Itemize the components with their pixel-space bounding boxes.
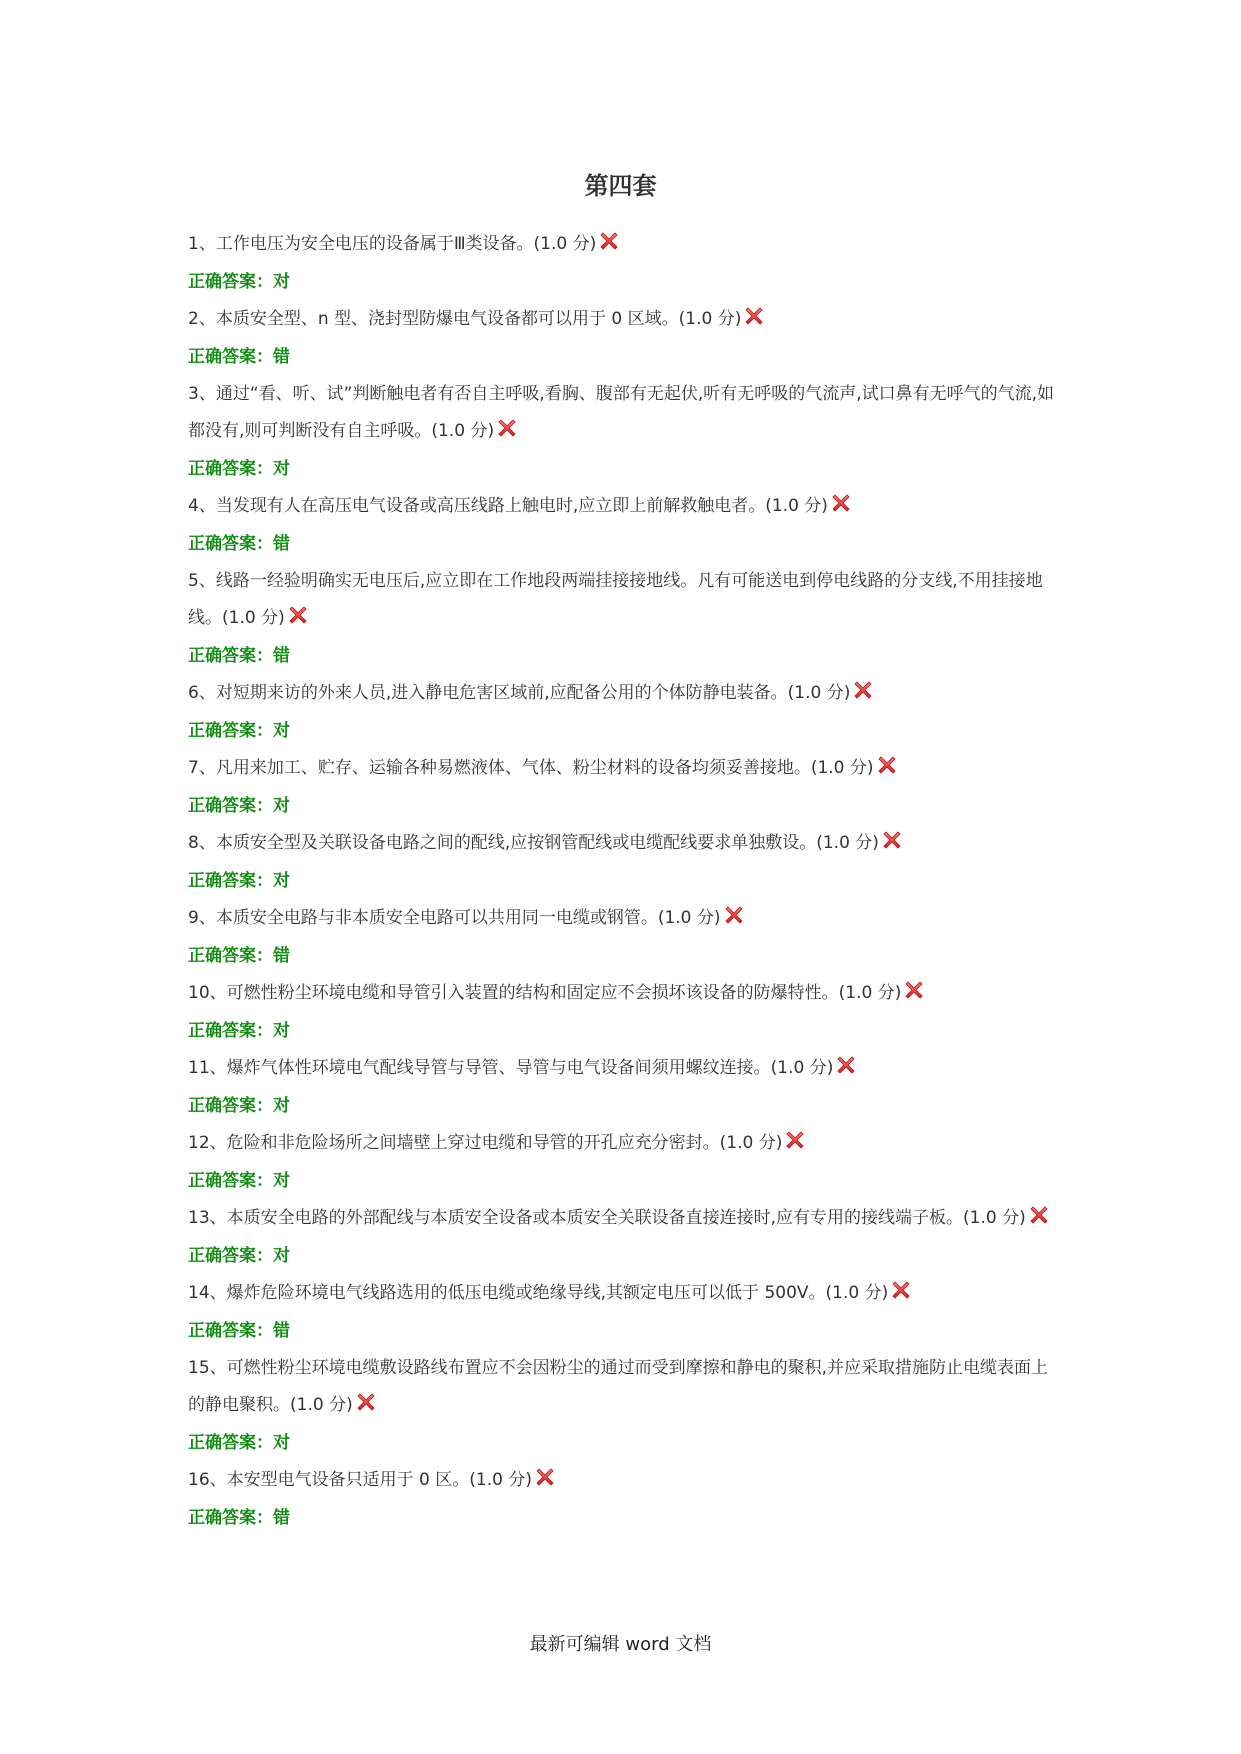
page-title: 第四套 [584, 172, 657, 200]
correct-answer: 正确答案：对 [188, 796, 290, 816]
correct-answer: 正确答案：对 [188, 1246, 290, 1266]
wrong-mark-icon [831, 490, 851, 510]
question-text: 5、线路一经验明确实无电压后,应立即在工作地段两端挂接接地线。凡有可能送电到停电线路的分支线,不用挂接地线。(1.0 分) [188, 571, 1043, 628]
wrong-mark-icon [853, 677, 873, 697]
question-text: 4、当发现有人在高压电气设备或高压线路上触电时,应立即上前解救触电者。(1.0 分) [188, 496, 828, 516]
question-text: 1、工作电压为安全电压的设备属于Ⅲ类设备。(1.0 分) [188, 234, 597, 254]
question-text: 12、危险和非危险场所之间墙壁上穿过电缆和导管的开孔应充分密封。(1.0 分) [188, 1133, 783, 1153]
question-text: 13、本质安全电路的外部配线与本质安全设备或本质安全关联设备直接连接时,应有专用的接线端子板。(1.0 分) [188, 1208, 1026, 1228]
correct-answer: 正确答案：错 [188, 347, 290, 367]
wrong-mark-icon [904, 977, 924, 997]
correct-answer: 正确答案：错 [188, 1508, 290, 1528]
wrong-mark-icon [599, 228, 619, 248]
wrong-mark-icon [356, 1389, 376, 1409]
question-item [188, 975, 1056, 1012]
wrong-mark-icon [724, 902, 744, 922]
correct-answer: 正确答案：错 [188, 646, 290, 666]
question-item [188, 301, 1056, 338]
correct-answer: 正确答案：对 [188, 1096, 290, 1116]
correct-answer: 正确答案：对 [188, 721, 290, 741]
question-item [188, 1350, 1056, 1424]
question-item [188, 1125, 1056, 1162]
correct-answer: 正确答案：对 [188, 1021, 290, 1041]
question-text: 6、对短期来访的外来人员,进入静电危害区域前,应配备公用的个体防静电装备。(1.0 分) [188, 683, 851, 703]
question-item [188, 825, 1056, 862]
question-item [188, 563, 1056, 637]
wrong-mark-icon [891, 1277, 911, 1297]
correct-answer: 正确答案：对 [188, 1171, 290, 1191]
question-item [188, 1462, 1056, 1499]
correct-answer: 正确答案：对 [188, 871, 290, 891]
question-text: 8、本质安全型及关联设备电路之间的配线,应按钢管配线或电缆配线要求单独敷设。(1.0 分) [188, 833, 879, 853]
question-text: 10、可燃性粉尘环境电缆和导管引入装置的结构和固定应不会损坏该设备的防爆特性。(1.0 分) [188, 983, 902, 1003]
question-item [188, 488, 1056, 525]
question-item [188, 1200, 1056, 1237]
question-text: 7、凡用来加工、贮存、运输各种易燃液体、气体、粉尘材料的设备均须妥善接地。(1.0 分) [188, 758, 874, 778]
question-text: 15、可燃性粉尘环境电缆敷设路线布置应不会因粉尘的通过而受到摩擦和静电的聚积,并应采取措施防止电缆表面上的静电聚积。(1.0 分) [188, 1358, 1049, 1415]
question-text: 3、通过“看、听、试”判断触电者有否自主呼吸,看胸、腹部有无起伏,听有无呼吸的气流声,试口鼻有无呼气的气流,如都没有,则可判断没有自主呼吸。(1.0 分) [188, 384, 1055, 441]
question-item [188, 750, 1056, 787]
question-item [188, 900, 1056, 937]
question-text: 9、本质安全电路与非本质安全电路可以共用同一电缆或钢管。(1.0 分) [188, 908, 721, 928]
correct-answer: 正确答案：错 [188, 534, 290, 554]
correct-answer: 正确答案：错 [188, 1321, 290, 1341]
question-item [188, 1050, 1056, 1087]
question-text: 11、爆炸气体性环境电气配线导管与导管、导管与电气设备间须用螺纹连接。(1.0 分) [188, 1058, 834, 1078]
wrong-mark-icon [785, 1127, 805, 1147]
correct-answer: 正确答案：对 [188, 459, 290, 479]
question-item [188, 1275, 1056, 1312]
question-text: 14、爆炸危险环境电气线路选用的低压电缆或绝缘导线,其额定电压可以低于 500V。(1.0 分) [188, 1283, 889, 1303]
question-text: 16、本安型电气设备只适用于 0 区。(1.0 分) [188, 1470, 532, 1490]
correct-answer: 正确答案：错 [188, 946, 290, 966]
wrong-mark-icon [288, 602, 308, 622]
correct-answer: 正确答案：对 [188, 272, 290, 292]
question-text: 2、本质安全型、n 型、浇封型防爆电气设备都可以用于 0 区域。(1.0 分) [188, 309, 742, 329]
question-list [188, 226, 1056, 1537]
wrong-mark-icon [877, 752, 897, 772]
correct-answer: 正确答案：对 [188, 1433, 290, 1453]
wrong-mark-icon [836, 1052, 856, 1072]
wrong-mark-icon [744, 303, 764, 323]
question-item [188, 226, 1056, 263]
wrong-mark-icon [497, 415, 517, 435]
wrong-mark-icon [1029, 1202, 1049, 1222]
question-item [188, 675, 1056, 712]
question-item [188, 376, 1056, 450]
wrong-mark-icon [535, 1464, 555, 1484]
page-footer: 最新可编辑 word 文档 [529, 1634, 712, 1655]
wrong-mark-icon [882, 827, 902, 847]
